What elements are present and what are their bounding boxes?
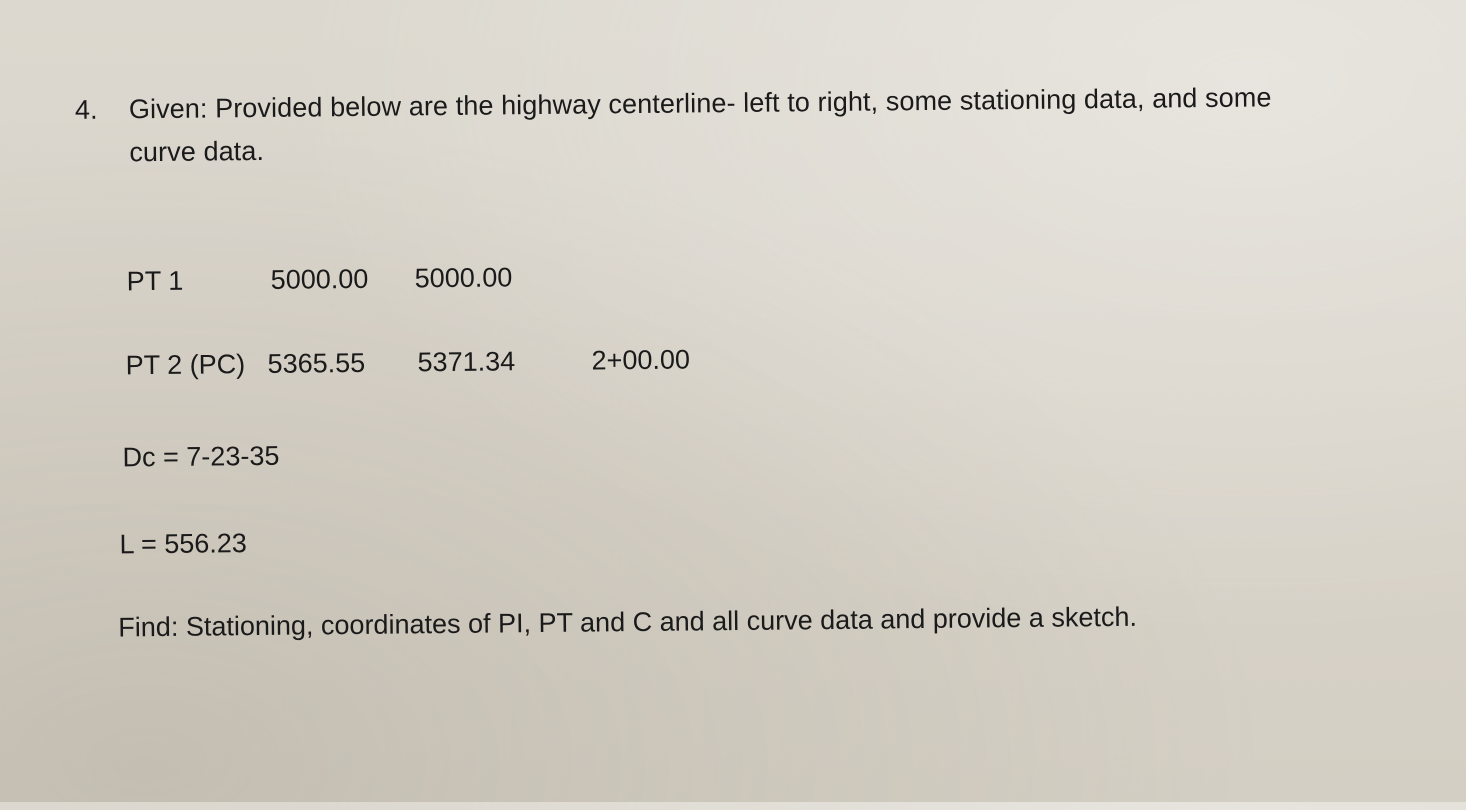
point-1-north: 5000.00 bbox=[270, 263, 369, 295]
point-2-label: PT 2 (PC) bbox=[125, 349, 246, 381]
given-text-line-2: curve data. bbox=[129, 135, 265, 168]
point-1-label: PT 1 bbox=[126, 265, 184, 297]
point-1-east: 5000.00 bbox=[414, 262, 513, 294]
point-2-station: 2+00.00 bbox=[591, 344, 691, 376]
point-2-north: 5365.55 bbox=[267, 347, 366, 379]
given-text-line-1: Given: Provided below are the highway centerline- left to right, some stationing data, and some bbox=[128, 82, 1272, 125]
curve-length: L = 556.23 bbox=[119, 528, 247, 560]
find-statement: Find: Stationing, coordinates of PI, PT and C and all curve data and provide a sketch. bbox=[118, 601, 1138, 643]
question-number: 4. bbox=[74, 94, 98, 125]
degree-of-curve: Dc = 7-23-35 bbox=[122, 440, 280, 473]
point-2-east: 5371.34 bbox=[417, 346, 516, 378]
